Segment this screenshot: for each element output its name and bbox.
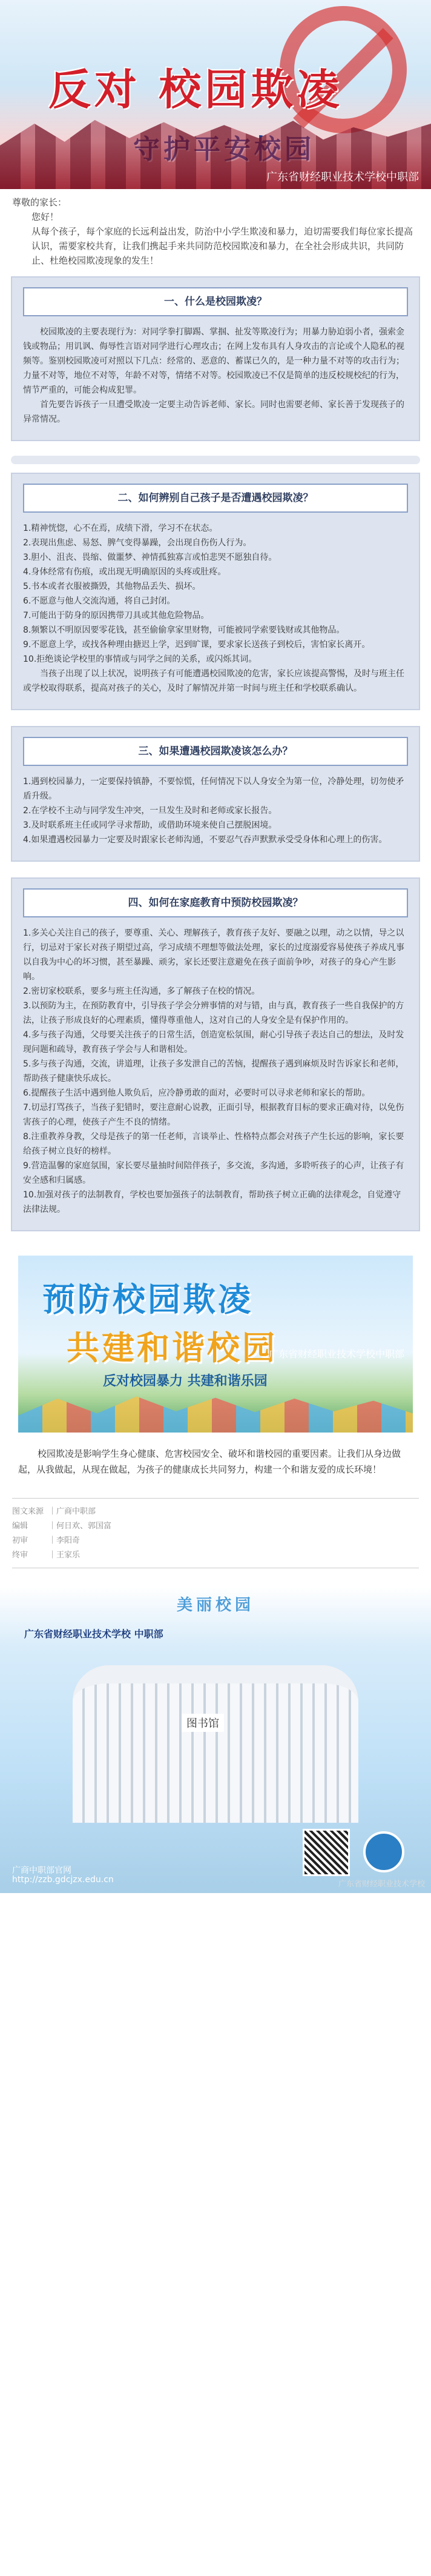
site-url[interactable]: http://zzb.gdcjzx.edu.cn xyxy=(12,1875,114,1885)
credit-label: 图文来源 xyxy=(12,1507,44,1516)
list-item: 9.不愿意上学，或找各种理由搪迟上学，迟到旷课，要求家长送孩子到校后，害怕家长离开。 xyxy=(23,640,370,650)
credit-label: 初审 xyxy=(12,1536,28,1545)
section-heading: 二、如何辨别自己孩子是否遭遇校园欺凌？ xyxy=(23,484,408,513)
credit-value: 广商中职部 xyxy=(56,1507,96,1516)
library-building xyxy=(73,1665,358,1823)
salutation: 尊敬的家长： xyxy=(12,197,67,208)
poster-watermark: 广东省财经职业技术学校中职部 xyxy=(268,1348,404,1360)
hero-title: 反对 校园欺凌 xyxy=(48,65,343,115)
list-item: 10.拒绝谈论学校里的事情或与同学之间的关系，或闪烁其词。 xyxy=(23,654,257,664)
paragraph: 首先要告诉孩子一旦遭受欺凌一定要主动告诉老师、家长。同时也需要老师、家长善于发现孩子的异常情况。 xyxy=(23,400,404,424)
site-name: 广商中职部官网 xyxy=(12,1866,71,1875)
list-item: 4.身体经常有伤痕，或出现无明确原因的头疼或肚疼。 xyxy=(23,567,226,577)
credit-value: 何日欢、郭国富 xyxy=(56,1522,112,1531)
section-what-to-do xyxy=(11,726,420,862)
school-logo-icon xyxy=(363,1831,404,1872)
list-item: 2.密切家校联系，要多与班主任沟通，多了解孩子在校的情况。 xyxy=(23,987,260,996)
children-illustration xyxy=(18,1390,413,1433)
greeting xyxy=(0,189,431,268)
list-item: 1.精神恍惚，心不在焉，成绩下滑，学习不在状态。 xyxy=(23,524,218,533)
credit-row: 图文来源 ｜广商中职部 xyxy=(12,1505,419,1519)
paragraph: 校园欺凌的主要表现行为：对同学拳打脚踢、掌掴、扯发等欺凌行为；用暴力胁迫弱小者，强索金钱或物品；用讥讽、侮辱性言语对同学进行心理攻击；在网上发布具有人身攻击的言论或个人隐私的视频等。鉴别校园欺凌可对照以下几点：经常的、恶意的、蓄谋已久的，是一种力量不对等的攻击行为；力量不对等，地位不对等，年龄不对等，情绪不对等。校园欺凌已不仅是简单的违反校规校纪的行为，情节严重的，可能会构成犯罪。 xyxy=(23,327,404,395)
list-item: 3.胆小、沮丧、畏缩、做噩梦、神情孤独寡言或怕悲哭不愿独自待。 xyxy=(23,553,277,562)
list-item: 7.切忌打骂孩子，当孩子犯错时，要注意耐心说教，正面引导，根据教育目标的要求正确对待，以免伤害孩子的心理，使孩子产生不良的情绪。 xyxy=(23,1103,404,1127)
list-item: 1.遇到校园暴力，一定要保持镇静，不要惊慌，任何情况下以人身安全为第一位，冷静处理，切勿使矛盾升级。 xyxy=(23,777,404,801)
list-item: 4.如果遭遇校园暴力一定要及时跟家长老师沟通，不要忍气吞声默默承受受身体和心理上的伤害。 xyxy=(23,835,387,845)
intro-paragraph: 从每个孩子，每个家庭的长远利益出发，防治中小学生欺凌和暴力，迫切需要我们每位家长提高认识，需要家校共育，让我们携起手来共同防范校园欺凌和暴力，在全社会形成共识，共同防止、杜绝校园欺凌现象的发生！ xyxy=(31,226,413,266)
poster-line2: 共建和谐校园 xyxy=(67,1329,277,1367)
credit-value: 李阳奇 xyxy=(56,1536,81,1545)
credit-label: 终审 xyxy=(12,1551,28,1560)
section-family-prevention xyxy=(11,877,420,1231)
list-item: 3.以预防为主，在预防教育中，引导孩子学会分辨事情的对与错，由与真，教育孩子一些自我保护的方法，让孩子形成良好的心理素质，懂得尊重他人，这对自己的人身安全是有保护作用的。 xyxy=(23,1001,404,1025)
credit-label: 编辑 xyxy=(12,1522,28,1531)
list-item: 5.书本或者衣服被撕毁，其他物品丢失、损坏。 xyxy=(23,582,201,591)
list-item: 9.营造温馨的家庭氛围，家长要尽量抽时间陪伴孩子，多交流，多沟通，多聆听孩子的心声，让孩子有安全感和归属感。 xyxy=(23,1161,404,1185)
section-heading: 一、什么是校园欺凌？ xyxy=(23,287,408,316)
credit-row: 编辑 ｜何日欢、郭国富 xyxy=(12,1519,419,1534)
section-heading: 四、如何在家庭教育中预防校园欺凌？ xyxy=(23,888,408,917)
paragraph: 当孩子出现了以上状况，说明孩子有可能遭遇校园欺凌的危害，家长应该提高警惕，及时与班主任或学校取得联系，提高对孩子的关心，及时了解情况并第一时间与班主任和学校联系确认。 xyxy=(23,669,404,693)
poster-line3: 反对校园暴力 共建和谐乐园 xyxy=(103,1374,268,1389)
credits xyxy=(0,1499,431,1563)
divider-bar xyxy=(11,456,420,464)
section-heading: 三、如果遭遇校园欺凌该怎么办？ xyxy=(23,737,408,766)
list-item: 3.及时联系班主任或同学寻求帮助，或借助环境来使自己摆脱困境。 xyxy=(23,820,277,830)
credit-row: 终审 ｜王家乐 xyxy=(12,1548,419,1563)
list-item: 2.在学校不主动与同学发生冲突，一旦发生及时和老师或家长报告。 xyxy=(23,806,277,816)
credit-row: 初审 ｜李阳奇 xyxy=(12,1534,419,1548)
poster-line1: 预防校园欺凌 xyxy=(42,1280,253,1319)
list-item: 2.表现出焦虑、易怒、脾气变得暴躁，会出现自伤伤人行为。 xyxy=(23,538,252,548)
credit-value: 王家乐 xyxy=(56,1551,81,1560)
list-item: 8.频繁以不明原因要零花钱，甚至偷偷拿家里财物，可能被同学索要钱财或其他物品。 xyxy=(23,625,345,635)
list-item: 6.不愿意与他人交流沟通，将自己封闭。 xyxy=(23,596,176,606)
list-item: 7.可能出于防身的原因携带刀具或其他危险物品。 xyxy=(23,611,209,621)
list-item: 4.多与孩子沟通，父母要关注孩子的日常生活，创造宽松氛围，耐心引导孩子表达自己的想法，及时发现问题和疏导，教育孩子学会与人和谐相处。 xyxy=(23,1030,404,1054)
list-item: 5.多与孩子沟通，交流，讲道理，让孩子多发泄自己的苦恼，提醒孩子遇到麻烦及时告诉家长和老师，帮助孩子健康快乐成长。 xyxy=(23,1059,404,1083)
qr-code-icon[interactable] xyxy=(303,1829,350,1876)
campus-banner xyxy=(0,1586,431,1893)
list-item: 8.注重教养身教，父母是孩子的第一任老师，言谈举止、性格特点都会对孩子产生长远的影响，家长要给孩子树立良好的榜样。 xyxy=(23,1132,404,1156)
list-item: 6.提醒孩子生活中遇到他人欺负后，应冷静勇敢的面对，必要时可以寻求老师和家长的帮助。 xyxy=(23,1088,370,1098)
hero-banner xyxy=(0,0,431,189)
hello-line: 您好！ xyxy=(31,211,59,222)
closing-paragraph: 校园欺凌是影响学生身心健康、危害校园安全、破坏和谐校园的重要因素。让我们从身边做起，从我做起，从现在做起，为孩子的健康成长共同努力，构建一个和谐友爱的成长环境！ xyxy=(18,1448,401,1475)
prevention-poster xyxy=(18,1256,413,1433)
campus-label: 美丽校园 xyxy=(176,1596,254,1614)
section-what-is-bullying xyxy=(11,276,420,441)
school-name: 广东省财经职业技术学校 中职部 xyxy=(24,1628,163,1640)
hero-watermark: 广东省财经职业技术学校中职部 xyxy=(266,171,419,184)
building-name: 图书馆 xyxy=(182,1714,224,1732)
list-item: 10.加强对孩子的法制教育，学校也要加强孩子的法制教育，帮助孩子树立正确的法律观念，自觉遵守法律法规。 xyxy=(23,1190,401,1214)
campus-watermark: 广东省财经职业技术学校 xyxy=(338,1880,425,1889)
closing xyxy=(0,1433,431,1477)
list-item: 1.多关心关注自己的孩子，要尊重、关心、理解孩子，教育孩子友好、要融之以理，动之以情，导之以行，切忌对于家长对孩子期望过高，学习成绩不理想等做法处理，家长的过度溺爱容易使孩子养成凡事以自我为中心的坏习惯，甚至暴躁、顽劣，家长还要注意避免在孩子面前争吵，对孩子的身心产生影响。 xyxy=(23,928,404,982)
section-identify-bullying xyxy=(11,473,420,710)
